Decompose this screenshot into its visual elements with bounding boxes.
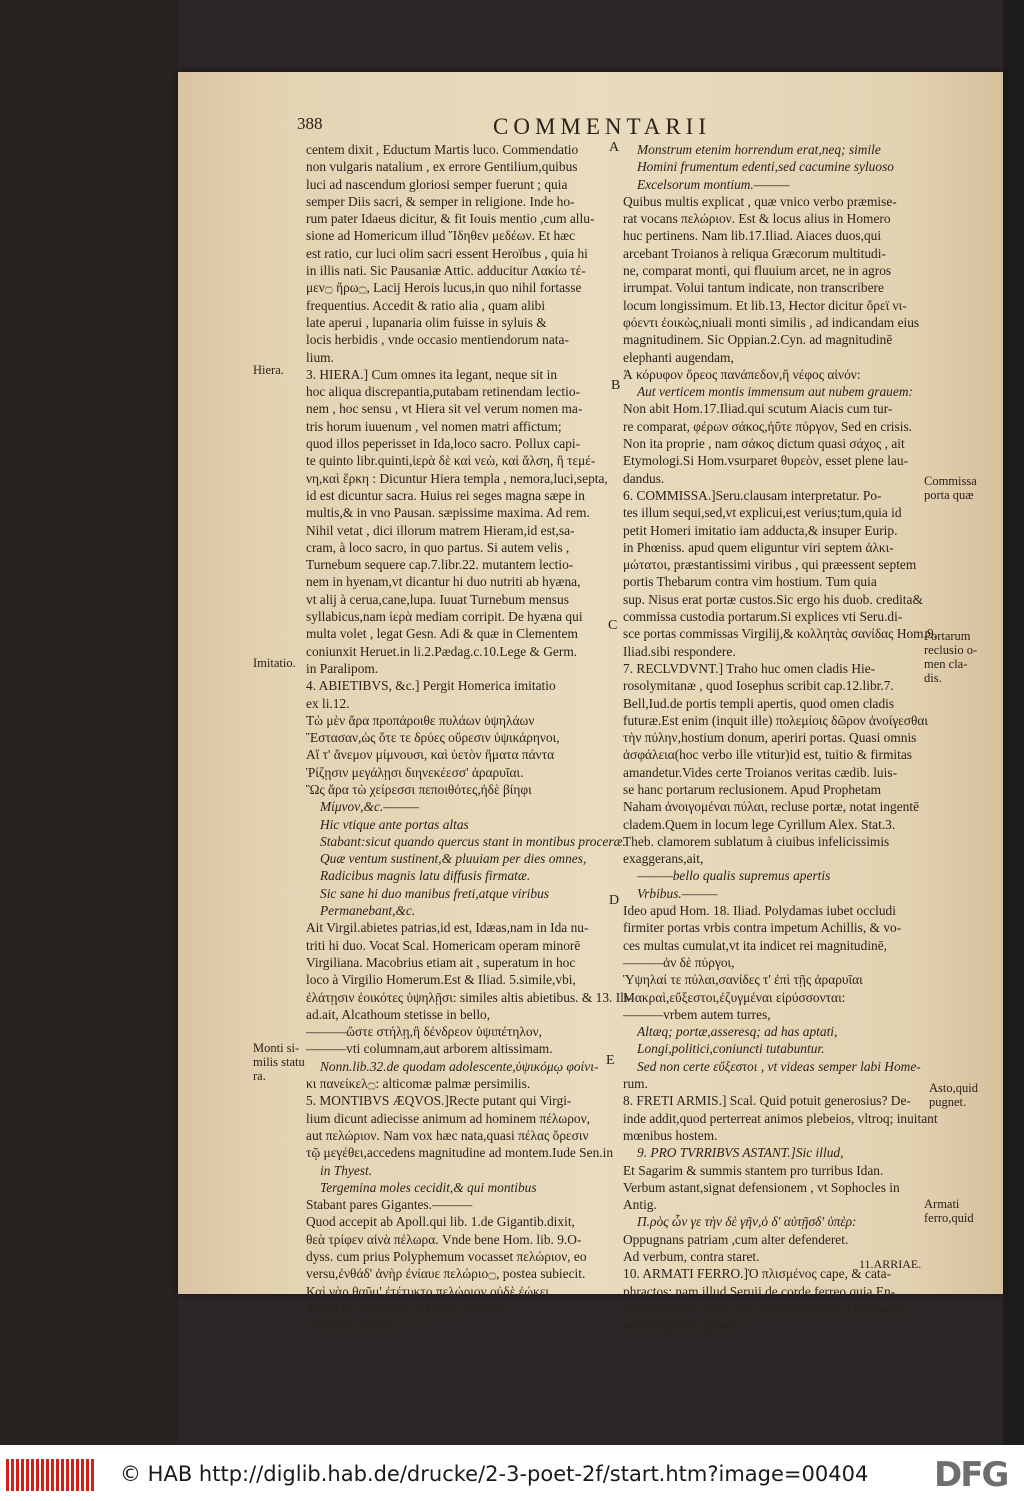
text-line: Stabant:sicut quando quercus stant in montibus proceræ. bbox=[320, 833, 626, 849]
text-line: Quod accepit ab Apoll.qui lib. 1.de Gigantib.dixit, bbox=[306, 1214, 575, 1230]
margin-note-asto: Asto,quid pugnet. bbox=[929, 1081, 978, 1109]
text-line: vt alij à cerua,cane,lupa. Iuuat Turnebum mensus bbox=[306, 591, 569, 607]
text-line: Τὼ μὲν ἄρα προπάροιθε πυλάων ὑψηλάων bbox=[306, 712, 535, 728]
text-line: tes illum sequi,sed,vt explicui,est verius;tum,quia id bbox=[623, 505, 902, 521]
text-line: 3. HIERA.] Cum omnes ita legant, neque sit in bbox=[306, 366, 558, 382]
text-line: Virgiliana. Macobrius etiam ait , superatum in hoc bbox=[306, 954, 576, 970]
text-line: in Phœniss. apud quem eliguntur viri septem ἀλκι- bbox=[623, 539, 894, 555]
scan-background-left bbox=[0, 0, 178, 1445]
text-line: syllabicus,nam ἱερὰ mediam corripit. De hyæna qui bbox=[306, 609, 583, 625]
text-line: Ῥίζῃσιν μεγάλῃσι διηνεκέεσσ' ἀραρυῖαι. bbox=[306, 764, 524, 780]
text-line: locum longissimum. Et lib.13, Hector dicitur ὄρεϊ νι- bbox=[623, 297, 907, 313]
text-line: Tergemina moles cecidit,& qui montibus bbox=[320, 1179, 537, 1195]
margin-note-imitatio: Imitatio. bbox=[253, 656, 296, 670]
text-line: magnitudinem. Sic Oppian.2.Cyn. ad magnitudinē bbox=[623, 332, 893, 348]
text-line: mœnibus hostem. bbox=[623, 1127, 718, 1143]
text-line: versu,ἐνθάδ' ἀνὴρ ἐνίαυε πελώριο۝, postea subiecit. bbox=[306, 1266, 586, 1282]
text-line: 5. MONTIBVS ÆQVOS.]Recte putant qui Virgi- bbox=[306, 1093, 572, 1109]
margin-note-hiera: Hiera. bbox=[253, 363, 284, 377]
text-line: κι πανείκελ۝: alticomæ palmæ persimilis. bbox=[306, 1076, 531, 1092]
text-line: ἐλάτῃσιν ἐοικότες ὑψηλῇσι: similes altis abietibus. & 13. Ili- bbox=[306, 989, 633, 1005]
text-line: Ait Virgil.abietes patrias,id est, Idæas,nam in Ida nu- bbox=[306, 920, 589, 936]
text-line: 7. RECLVDVNT.] Traho huc omen cladis Hie- bbox=[623, 660, 876, 676]
text-line: nem , hoc sensu , vt Hiera sit vel verum nomen ma- bbox=[306, 401, 583, 417]
text-line: huc pertinens. Nam lib.17.Iliad. Aiaces duos,qui bbox=[623, 228, 882, 244]
text-line: rosolymitanæ , quod Iosephus scribit cap.12.libr.7. bbox=[623, 678, 894, 694]
scan-background-right bbox=[1003, 0, 1024, 1445]
text-line: Vrbibus.——— bbox=[637, 885, 718, 901]
text-line: dandus. bbox=[623, 470, 665, 486]
text-line: Longi,politici,coniuncti tutabuntur. bbox=[637, 1041, 825, 1057]
text-line: nius,succincti corda ma. heris,non placet. Hom.sæpe, bbox=[623, 1300, 908, 1316]
margin-note-monti: Monti si- milis statu ra. bbox=[253, 1041, 305, 1083]
text-line: re comparat, φέρων σάκος,ἠΰτε πύργον, Sed en crisis. bbox=[623, 418, 912, 434]
text-line: rum pater Idaeus dicitur, & fit Iouis mentio ,cum allu- bbox=[306, 211, 595, 227]
text-line: inde addit,quod perterreat animos plebeios, vltroq; inuitant bbox=[623, 1110, 938, 1126]
text-line: centem dixit , Eductum Martis luco. Commendatio bbox=[306, 142, 579, 157]
text-line: 9. PRO TVRRIBVS ASTANT.]Sic illud, bbox=[637, 1145, 844, 1161]
text-line: 8. FRETI ARMIS.] Scal. Quid potuit generosius? De- bbox=[623, 1093, 911, 1109]
text-line: Quibus multis explicat , quæ vnico verbo præmise- bbox=[623, 193, 897, 209]
text-line: commissa custodia portarum.Si explices vti Seru.di- bbox=[623, 609, 903, 625]
text-line: Ad verbum, contra staret. bbox=[623, 1249, 760, 1264]
text-line: Radicibus magnis latu diffusis firmatæ. bbox=[320, 868, 531, 884]
text-line: exaggerans,ait, bbox=[623, 851, 704, 867]
text-line: triti hi duo. Vocat Scal. Homericam operam minorē bbox=[306, 937, 581, 953]
text-line: Nonn.lib.32.de quodam adolescente,ὑψικόμῳ φοίνι- bbox=[320, 1058, 599, 1074]
text-line: multa volet , legat Gesn. Adi & quæ in Clementem bbox=[306, 626, 578, 642]
text-line: lium dicunt adiecisse animum ad hominem πέλωρον, bbox=[306, 1110, 591, 1126]
margin-note-commissa: Commissa porta quæ bbox=[924, 474, 977, 502]
text-line: coniunxit Heruet.in li.2.Pædag.c.10.Lege & Germ. bbox=[306, 643, 578, 659]
text-line: Theb. clamorem sublatum à ciuibus infelicissimis bbox=[623, 833, 890, 849]
text-line: tris horum iuuenum , vel nomen matri affictum; bbox=[306, 418, 562, 434]
margin-note-portarum: Portarum reclusio o- men cla- dis. bbox=[924, 629, 978, 685]
section-letter-d: D bbox=[609, 893, 620, 908]
dfg-logo: DFG bbox=[934, 1455, 1008, 1495]
text-line: ———vti columnam,aut arborem altissimam. bbox=[306, 1041, 553, 1057]
text-line: ———ἀν δὲ πύργοι, bbox=[623, 954, 735, 970]
text-line: multis,& in vno Pausan. sæpissime maxima. Ad rem. bbox=[306, 505, 590, 521]
text-line: Αἵ τ' ἄνεμον μίμνουσι, καὶ ὑετὸν ἤματα πάντα bbox=[306, 747, 555, 763]
text-line: in Thyest. bbox=[320, 1162, 373, 1178]
text-line: cram, à loco sacro, in quo partus. Si autem velis , bbox=[306, 539, 570, 555]
text-line: ἀσφάλεια(hoc verbo ille vtitur)id est, tuitio & firmitas bbox=[623, 747, 912, 763]
text-line: τῷ μεγέθει,accedens magnitudine ad montem.Iude Sen.in bbox=[306, 1145, 614, 1161]
text-line: Antig. bbox=[623, 1197, 657, 1213]
text-line: μεν۝ ἥρω۝, Lacij Herois lucus,in quo nihil fortasse bbox=[306, 280, 582, 296]
text-line: Etymologi.Si Hom.vsurparet θυρεὸν, esset plene lau- bbox=[623, 453, 909, 469]
text-line: Nihil vetat , dici illorum matrem Hieram,id est,sa- bbox=[306, 522, 575, 538]
text-line: Ἀνδρί γε σιτοφάγῳ,ἀλλὰ ῥίῳ ὑλήεντι bbox=[306, 1300, 506, 1316]
text-line: Ὑψηλαί τε πύλαι,σανίδες τ' ἐπὶ τῇς ἀραρυῖαι bbox=[623, 972, 863, 988]
footer-url[interactable]: © HAB http://diglib.hab.de/drucke/2-3-poet-2f/start.htm?image=00404 bbox=[120, 1462, 869, 1486]
left-text-column bbox=[306, 141, 633, 1334]
text-line: Non abit Hom.17.Iliad.qui scutum Aiacis cum tur- bbox=[623, 401, 893, 417]
text-line: Et Sagarim & summis stantem pro turribus Idan. bbox=[623, 1162, 884, 1178]
text-line: ———bello qualis supremus apertis bbox=[637, 868, 831, 884]
text-line: elephanti augendam, bbox=[623, 349, 734, 365]
text-line: lium. bbox=[306, 349, 334, 365]
text-line: θεὰ τρίφεν αἰνὰ πέλωρα. Vnde bene Hom. lib. 9.O- bbox=[306, 1231, 582, 1247]
text-line: id est dicuntur sacra. Huius rei seges magna sæpe in bbox=[306, 487, 585, 503]
text-line: quod illos peperisset in Ida,loco sacro. Pollux capi- bbox=[306, 436, 581, 452]
text-line: irrumpat. Volui tantum indicate, non transcribere bbox=[623, 280, 884, 296]
text-line: futuræ.Est enim (inquit ille) πολεμίοις δῶρον ἀνοίγεσθαι bbox=[623, 712, 928, 728]
text-line: Μακραὶ,εὔξεστοι,ἐζυγμέναι εἰρύσσονται: bbox=[623, 989, 846, 1005]
text-line: Excelsorum montium.——— bbox=[637, 176, 790, 192]
text-line: τὴν πύλην,hostium donum, aperiri portas. Quasi omnis bbox=[623, 730, 917, 746]
text-line: Altæq; portæ,asseresq; ad has aptati, bbox=[637, 1024, 838, 1040]
text-line: Sed non certe εὔξεστοι , vt videas semper labi Home- bbox=[637, 1058, 921, 1074]
section-letter-a: A bbox=[609, 140, 620, 155]
text-line: locis herbidis , vnde occasio mentiendorum nata- bbox=[306, 332, 569, 348]
text-line: sup. Nisus erat portæ custos.Sic ergo his duob. credita& bbox=[623, 591, 923, 607]
text-line: Hic vtique ante portas altas bbox=[320, 816, 469, 832]
text-line: ———vrbem autem turres, bbox=[623, 1006, 771, 1022]
text-line: φόεντι ἐοικὼς,niuali monti similis , ad indicandam eius bbox=[623, 314, 920, 330]
text-line: rum. bbox=[623, 1076, 648, 1092]
text-line: te quinto libr.quinti,ἱερὰ δὲ καὶ νεὼ, καὶ ἄλση, ἢ τεμέ- bbox=[306, 453, 596, 469]
text-line: Bell,Iud.de portis templi apertis, quod omen cladis bbox=[623, 695, 895, 711]
text-line: arcebant Troianos à reliqua Græcorum multitudi- bbox=[623, 245, 886, 261]
text-line: Homini frumentum edenti,sed cacumine syluoso bbox=[637, 159, 894, 175]
text-line: sione ad Homericum illud Ἴδηθεν μεδέων. Et hæc bbox=[306, 228, 576, 244]
text-line: phractos; nam illud Seruij de corde ferreo,quia En- bbox=[623, 1283, 896, 1299]
barcode-logo bbox=[6, 1459, 98, 1491]
text-line: luci ad nascendum gloriosi semper fuerunt ; quia bbox=[306, 176, 568, 192]
text-line: 6. COMMISSA.]Seru.clausam interpretatur. Po- bbox=[623, 487, 882, 503]
section-letter-e: E bbox=[606, 1053, 615, 1068]
text-line: Turnebum sequere cap.7.libr.22. mutantem lectio- bbox=[306, 557, 574, 573]
page-number: 388 bbox=[297, 114, 323, 133]
text-line: sce portas commissas Virgilij,& κολλητὰς σανίδας Hom.9. bbox=[623, 626, 937, 642]
text-line: Oppugnans patriam ,cum alter defenderet. bbox=[623, 1231, 849, 1247]
text-line: firmiter portas vrbis contra impetum Achillis, & vo- bbox=[623, 920, 902, 936]
text-line: ces multas cumulat,vt ita indicet rei magnitudinē, bbox=[623, 937, 888, 953]
section-letter-b: B bbox=[611, 378, 621, 393]
text-line: in Paralipom. bbox=[306, 660, 379, 676]
text-line: Quæ ventum sustinent,& pluuiam per dies omnes, bbox=[320, 851, 587, 867]
text-line: Π.ρὸς ὧν γε τὴν δὲ γῆν,ὁ δ' αὐτῇσδ' ὑπὲρ: bbox=[637, 1214, 857, 1230]
text-line: Ἕστασαν,ὡς ὅτε τε δρύες οὔρεσιν ὑψικάρηνοι, bbox=[306, 730, 560, 746]
text-line: ———ὥστε στήλῃ,ἢ δένδρεον ὑψιπέτηλον, bbox=[306, 1024, 543, 1040]
text-line: est ratio, cur luci olim sacri essent Heroïbus , quia hi bbox=[306, 245, 588, 261]
text-line: Ὣς ἄρα τὼ χείρεσσι πεποιθότες,ἠδὲ βίηφι bbox=[306, 781, 532, 797]
text-line: hoc aliqua discrepantia,putabam retinendam lectio- bbox=[306, 384, 581, 400]
text-line: dyss. cum prius Polyphemum vocasset πελώριον, eo bbox=[306, 1249, 587, 1264]
text-line: cladem.Quem in locum lege Cyrillum Alex. Stat.3. bbox=[623, 816, 896, 832]
text-line: loco à Virgilio Homerum.Est & Iliad. 5.simile,vbi, bbox=[306, 972, 576, 988]
section-letter-c: C bbox=[608, 618, 618, 633]
text-line: Ὑψηλῶν ὀρέων.——— bbox=[306, 1318, 435, 1334]
text-line: Aut verticem montis immensum aut nubem grauem: bbox=[637, 384, 913, 400]
text-line: νη,καὶ ἕρκη : Dicuntur Hiera templa , nemora,luci,septa, bbox=[306, 470, 608, 486]
text-line: μώτατοι, præstantissimi viribus , qui præessent septem bbox=[623, 557, 917, 573]
text-line: frequentius. Accedit & ratio alia , quam alibi bbox=[306, 297, 546, 313]
catchword: 11.ARRIAE. bbox=[859, 1257, 922, 1271]
text-line: in illis nati. Sic Pausaniæ Attic. adducitur Λακίω τέ- bbox=[306, 263, 586, 279]
text-line: Non ita proprie , nam σάκος dictum quasi σάχος , ait bbox=[623, 436, 905, 452]
text-line: Verbum astant,signat defensionem , vt Sophocles in bbox=[623, 1179, 900, 1195]
text-line: ne, comparat monti, qui fluuium arcet, ne in agros bbox=[623, 263, 892, 279]
text-line: Monstrum etenim horrendum erat,neq; simile bbox=[637, 142, 881, 157]
text-line: rat vocans πελώριον. Est & locus alius in Homero bbox=[623, 211, 891, 227]
text-line: κεκορυθμένο۝ χαλκῷ. bbox=[623, 1318, 743, 1334]
text-line: aut πελώριον. Nam vox hæc nata,quasi πέλας ὄρεσιν bbox=[306, 1127, 589, 1143]
running-title: COMMENTARII bbox=[493, 114, 711, 139]
text-line: Ἀ κόρυφον ὄρεος πανάπεδον,ἢ νέφος αἰνόν: bbox=[623, 366, 861, 382]
text-line: late aperui , lupanaria olim fuisse in syluis & bbox=[306, 314, 547, 330]
text-line: Stabant pares Gigantes.——— bbox=[306, 1197, 473, 1213]
text-line: portis Thebarum contra vim hostium. Tum quia bbox=[623, 574, 877, 590]
text-line: ad.ait, Alcathoum stetisse in bello, bbox=[306, 1006, 491, 1022]
text-line: Καὶ γὰρ θαῦμ' ἐτέτυκτο πελώριον,οὐδὲ ἐῴκει bbox=[306, 1283, 549, 1299]
text-line: ex li.12. bbox=[306, 695, 350, 711]
text-line: Naham ἀνοιγομέναι πύλαι, recluse portæ, notat ingentē bbox=[623, 799, 920, 815]
margin-note-armati: Armati ferro,quid bbox=[924, 1197, 974, 1225]
text-line: Μίμνον,&c.——— bbox=[320, 799, 419, 815]
text-line: Ideo apud Hom. 18. Iliad. Polydamas iubet occludi bbox=[623, 903, 896, 919]
text-line: petit Homeri imitatio iam adducta,& insuper Eurip. bbox=[623, 522, 898, 538]
right-text-column bbox=[623, 141, 938, 1334]
text-line: non vulgaris natalium , ex errore Gentilium,quibus bbox=[306, 159, 578, 175]
text-line: Sic sane hi duo manibus freti,atque viribus bbox=[320, 885, 549, 901]
text-line: nem in hyenam,vt dicantur hi duo nutriti ab hyæna, bbox=[306, 574, 581, 590]
text-line: 4. ABIETIBVS, &c.] Pergit Homerica imitatio bbox=[306, 678, 556, 694]
text-line: amandetur.Vides certe Troianos veritas cædib. luis- bbox=[623, 764, 898, 780]
text-line: se hanc portarum reclusionem. Apud Prophetam bbox=[623, 781, 882, 797]
text-line: Permanebant,&c. bbox=[320, 903, 416, 919]
text-line: semper Diis sacri, & semper in religione. Inde ho- bbox=[306, 193, 575, 209]
text-line: 10. ARMATI FERRO.]Ὁ πλισμένος cape, & cata- bbox=[623, 1266, 892, 1282]
text-line: Iliad.sibi respondere. bbox=[623, 643, 736, 659]
